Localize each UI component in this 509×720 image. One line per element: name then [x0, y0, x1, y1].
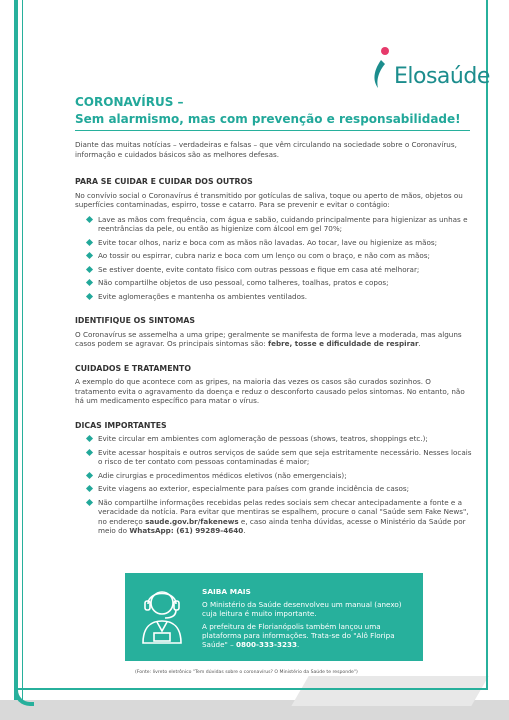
intro-text: Diante das muitas notícias – verdadeiras e falsas – que vêm circulando na sociedade sobre o Coronavírus, informação e cuidados básicos são as melhores defesas.	[75, 140, 457, 159]
phone-number: 0800-333-3233	[235, 640, 297, 650]
brand-name: Elosaúde	[394, 64, 490, 89]
section-text-tratamento: A exemplo do que acontece com as gripes, na maioria das vezes os casos são curados sozinhos. O tratamento evita o agravamento da doença e reduz o desconforto causado pelos sintomas. No entanto, não há um medicamento específico para matar o vírus.	[75, 377, 465, 405]
fakenews-link[interactable]: saude.gov.br/fakenews	[145, 516, 239, 526]
list-item: Não compartilhe objetos de uso pessoal, como talheres, toalhas, pratos e copos;	[75, 278, 473, 288]
list-item: Lave as mãos com frequência, com água e sabão, cuidando principalmente para higienizar as unhas e reentrâncias da pele, ou então as higienize com álcool em gel 70%;	[75, 215, 473, 234]
bullet-diamond-icon	[86, 471, 93, 478]
logo-mark-icon	[370, 44, 394, 92]
source-note: (Fonte: livreto eletrônico "Tem dúvidas sobre o coronavírus? O Ministério da Saúde te responde")	[135, 670, 358, 675]
article-body	[75, 140, 473, 536]
section-text-cuidar: No convívio social o Coronavírus é transmitido por gotículas de saliva, toque ou aperto de mãos, objetos ou superfícies contaminadas, espirro, tosse e catarro. Para se prevenir e evitar o contágio:	[75, 190, 463, 209]
symptoms-highlight: febre, tosse e dificuldade de respirar	[267, 339, 419, 348]
frame-right-border	[486, 0, 488, 690]
section-heading-sintomas: IDENTIFIQUE OS SINTOMAS	[75, 316, 196, 325]
bullet-diamond-icon	[86, 448, 93, 455]
list-item: Adie cirurgias e procedimentos médicos eletivos (não emergenciais);	[75, 471, 473, 481]
tips-list	[75, 434, 473, 536]
list-item: Se estiver doente, evite contato físico com outras pessoas e fique em casa até melhorar;	[75, 265, 473, 275]
title-divider	[75, 130, 470, 131]
bullet-diamond-icon	[86, 292, 93, 299]
bullet-diamond-icon	[86, 215, 93, 222]
bullet-diamond-icon	[86, 435, 93, 442]
section-heading-cuidar: PARA SE CUIDAR E CUIDAR DOS OUTROS	[75, 177, 253, 186]
list-item: Evite aglomerações e mantenha os ambientes ventilados.	[75, 292, 473, 302]
section-heading-tratamento: CUIDADOS E TRATAMENTO	[75, 363, 191, 373]
bullet-diamond-icon	[86, 265, 93, 272]
bullet-diamond-icon	[86, 238, 93, 245]
frame-left-border	[14, 0, 18, 700]
page-title-line2: Sem alarmismo, mas com prevenção e responsabilidade!	[75, 112, 461, 126]
bullet-diamond-icon	[86, 279, 93, 286]
saiba-mais-text-2: A prefeitura de Florianópolis também lançou uma plataforma para informações. Trata-se do "Alô Floripa Saúde" – 0800-333-3233.	[202, 622, 395, 650]
prevention-list	[75, 215, 473, 302]
list-item: Ao tossir ou espirrar, cubra nariz e boca com um lenço ou com o braço, e não com as mãos;	[75, 251, 473, 261]
frame-left-thin-border	[22, 0, 23, 700]
whatsapp-contact: WhatsApp: (61) 99289-4640	[129, 526, 244, 535]
saiba-mais-text-1: O Ministério da Saúde desenvolveu um manual (anexo) cuja leitura é muito importante.	[202, 600, 402, 619]
section-text-sintomas: O Coronavírus se assemelha a uma gripe; geralmente se manifesta de forma leve a moderada, mas alguns casos podem se agravar. Os principais sintomas são: febre, tosse e dificuldade de respirar.	[75, 329, 462, 348]
list-item: Evite tocar olhos, nariz e boca com as mãos não lavadas. Ao tocar, lave ou higienize as mãos;	[75, 238, 473, 248]
headset-agent-icon	[137, 583, 187, 651]
footer-accent	[291, 676, 488, 706]
bullet-diamond-icon	[86, 498, 93, 505]
list-item: Evite acessar hospitais e outros serviços de saúde sem que seja estritamente necessário. Nesses locais o risco de ter contato com pessoas contaminadas é maior;	[75, 448, 473, 467]
saiba-mais-title: SAIBA MAIS	[202, 587, 251, 596]
bullet-diamond-icon	[86, 485, 93, 492]
section-heading-dicas: DICAS IMPORTANTES	[75, 420, 167, 430]
saiba-mais-box	[125, 573, 423, 661]
page-title-line1: CORONAVÍRUS –	[75, 95, 184, 109]
list-item: Não compartilhe informações recebidas pelas redes sociais sem checar antecipadamente a fonte e a veracidade da notícia. Para evitar que mentiras se espalhem, procure o canal "Saúde sem Fake News", no endereço saude.gov.br/fakenews e, caso ainda tenha dúvidas, acesse o Ministério da Saúde por meio do WhatsApp: (61) 99289-4640.	[75, 498, 473, 536]
brand-logo	[370, 44, 490, 96]
list-item: Evite viagens ao exterior, especialmente para países com grande incidência de casos;	[75, 484, 473, 494]
frame-bottom-border	[18, 688, 488, 690]
bullet-diamond-icon	[86, 252, 93, 259]
list-item: Evite circular em ambientes com aglomeração de pessoas (shows, teatros, shoppings etc.);	[75, 434, 473, 444]
